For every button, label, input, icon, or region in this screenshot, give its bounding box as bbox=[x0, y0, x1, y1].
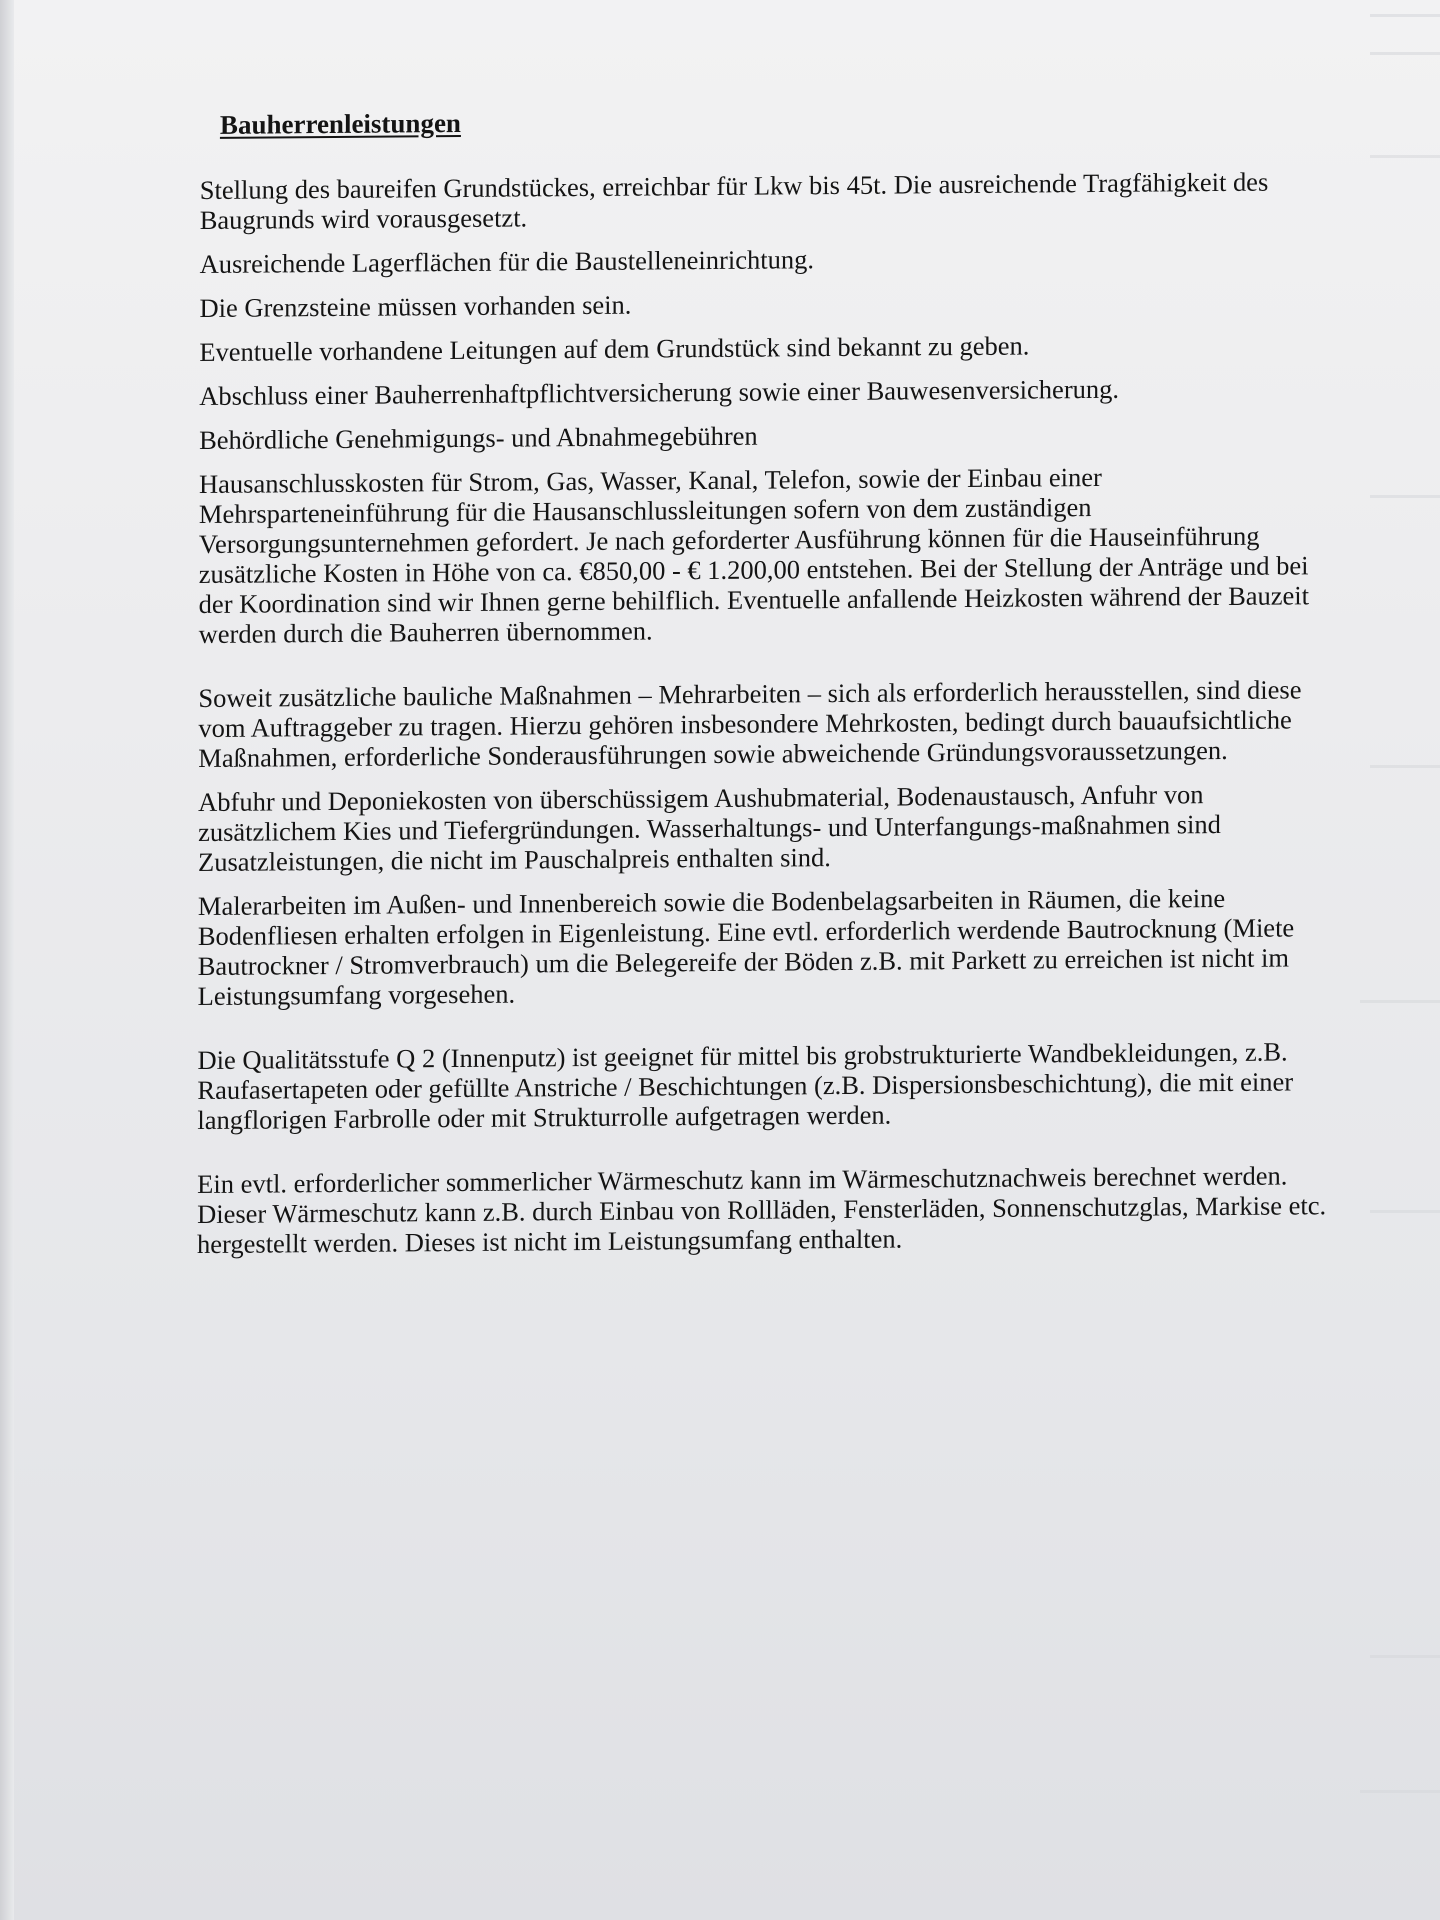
paper-edge-shadow bbox=[0, 0, 14, 1920]
show-through-bar bbox=[1370, 14, 1440, 17]
paragraph-malerarbeiten: Malerarbeiten im Außen- und Innenbereich sowie die Bodenbelagsarbeiten in Räumen, die keine Bodenfliesen erhalten erfolgen in Eigenleistung. Eine evtl. erforderlich werdende Bautrocknung (Miete Bautrockner / Stromverbrauch) um die Belegereife der Böden z.B. mit Parkett zu erreichen ist nicht im Leistungsumfang vorgesehen. bbox=[197, 882, 1295, 1012]
paragraph-waermeschutz: Ein evtl. erforderlicher sommerlicher Wärmeschutz kann im Wärmeschutznachweis berechnet werden. Dieser Wärmeschutz kann z.B. durch Einbau von Rollläden, Fensterläden, Sonnenschutzglas, Markise etc. hergestellt werden. Dieses ist nicht im Leistungsumfang enthalten. bbox=[196, 1160, 1327, 1260]
show-through-bar bbox=[1370, 155, 1440, 158]
paragraph-leitungen: Eventuelle vorhandene Leitungen auf dem Grundstück sind bekannt zu geben. bbox=[199, 330, 1030, 368]
show-through-bar bbox=[1370, 1655, 1440, 1658]
show-through-bar bbox=[1360, 1790, 1440, 1793]
paragraph-qualitaetsstufe: Die Qualitätsstufe Q 2 (Innenputz) ist geeignet für mittel bis grobstrukturierte Wandbekleidungen, z.B. Raufasertapeten oder gefüllte Anstriche / Beschichtungen (z.B. Dispersionsbeschichtung), die mit einer langflorigen Farbrolle oder mit Strukturrolle aufgetragen werden. bbox=[197, 1036, 1294, 1136]
paragraph-gebuehren: Behördliche Genehmigungs- und Abnahmegebühren bbox=[199, 420, 758, 456]
paragraph-mehrarbeiten: Soweit zusätzliche bauliche Maßnahmen – Mehrarbeiten – sich als erforderlich herausstellen, sind diese vom Auftraggeber zu tragen. Hierzu gehören insbesondere Mehrkosten, bedingt durch bauaufsichtliche Maßnahmen, erforderliche Sonderausführungen sowie abweichende Gründungsvoraussetzungen. bbox=[198, 674, 1302, 774]
show-through-bar bbox=[1370, 1210, 1440, 1213]
document-body bbox=[197, 101, 1350, 1273]
show-through-bar bbox=[1370, 52, 1440, 55]
show-through-bar bbox=[1360, 1000, 1440, 1003]
document-heading: Bauherrenleistungen bbox=[219, 107, 462, 140]
show-through-bar bbox=[1370, 765, 1440, 768]
paragraph-lagerflaechen: Ausreichende Lagerflächen für die Baustelleneinrichtung. bbox=[199, 244, 815, 280]
paragraph-hausanschluss: Hausanschlusskosten für Strom, Gas, Wasser, Kanal, Telefon, sowie der Einbau einer Mehrsparteneinführung für die Hausanschlussleitungen sofern von dem zuständigen Versorgungsunternehmen gefordert. Je nach geforderter Ausführung können für die Hauseinführung zusätzliche Kosten in Höhe von ca. €850,00 - € 1.200,00 entstehen. Bei der Stellung der Anträge und bei der Koordination sind wir Ihnen gerne behilflich. Eventuelle anfallende Heizkosten während der Bauzeit werden durch die Bauherren übernommen. bbox=[198, 461, 1310, 650]
paragraph-grenzsteine: Die Grenzsteine müssen vorhanden sein. bbox=[199, 289, 632, 324]
show-through-bar bbox=[1370, 495, 1440, 498]
paragraph-aushub: Abfuhr und Deponiekosten von überschüssigem Aushubmaterial, Bodenaustausch, Anfuhr von zusätzlichem Kies und Tiefergründungen. Wasserhaltungs- und Unterfangungs-maßnahmen sind Zusatzleistungen, die nicht im Pauschalpreis enthalten sind. bbox=[197, 779, 1221, 878]
paragraph-grundstueck: Stellung des baureifen Grundstückes, erreichbar für Lkw bis 45t. Die ausreichende Tragfähigkeit des Baugrunds wird vorausgesetzt. bbox=[199, 166, 1269, 236]
paragraph-versicherung: Abschluss einer Bauherrenhaftpflichtversicherung sowie einer Bauwesenversicherung. bbox=[199, 373, 1120, 412]
